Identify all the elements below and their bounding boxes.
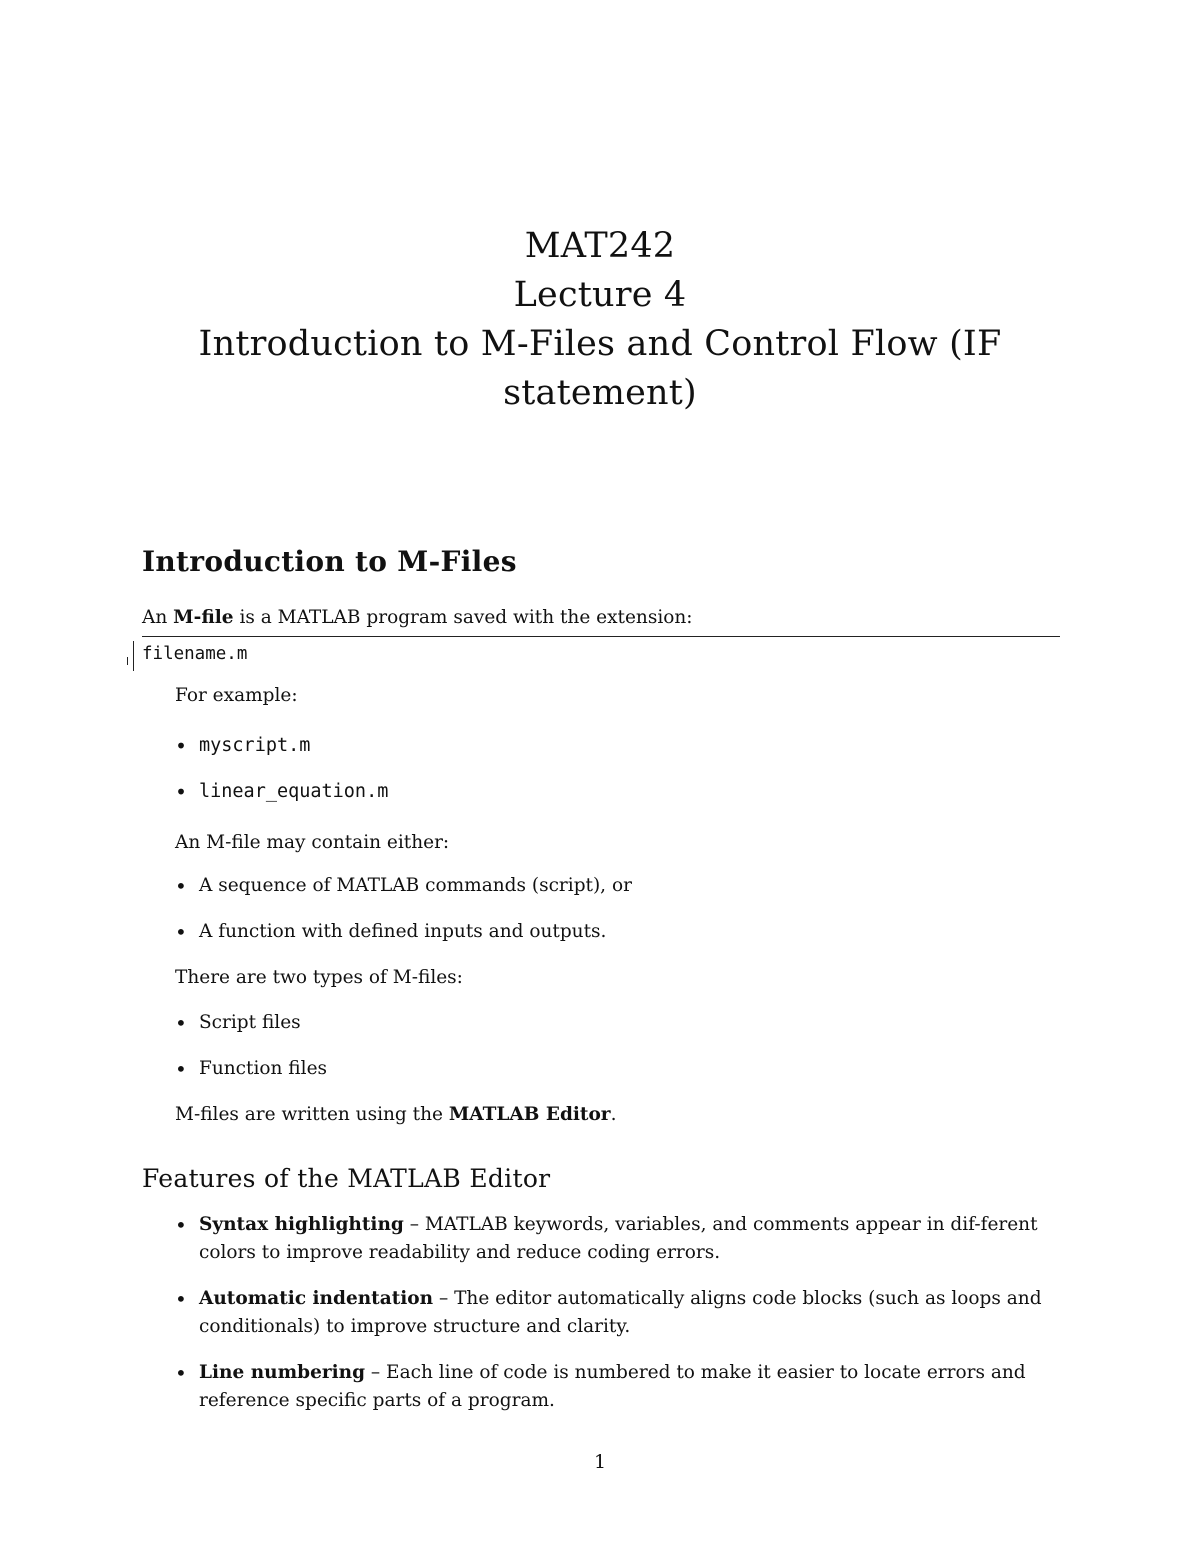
lecture-number: Lecture 4: [513, 275, 687, 315]
list-item: • Function files: [175, 1055, 327, 1083]
contain-label: An M-file may contain either:: [175, 832, 450, 853]
code-extension: filename.m: [142, 644, 248, 664]
lecture-topic-line-1: Introduction to M-Files and Control Flow (IF: [198, 324, 1002, 364]
list-item: • myscript.m: [175, 732, 388, 760]
contain-list: [175, 872, 632, 946]
types-label: There are two types of M-files:: [175, 967, 463, 988]
types-list: [175, 1009, 327, 1083]
example-list: [175, 732, 388, 806]
mfile-term: M-file: [173, 607, 234, 628]
features-list: [175, 1211, 1060, 1415]
section-heading-intro: Introduction to M-Files: [142, 545, 517, 578]
editor-sentence: M-files are written using the MATLAB Editor.: [175, 1104, 617, 1125]
mfile-definition: An M-file is a MATLAB program saved with the extension:: [142, 607, 693, 628]
code-box-marker: [127, 657, 128, 665]
course-code: MAT242: [524, 226, 676, 266]
page-number: 1: [593, 1451, 607, 1473]
list-item: • Automatic indentation – The editor automatically aligns code blocks (such as loops and conditionals) to improve structure and clarity.: [175, 1285, 1060, 1341]
section-heading-features: Features of the MATLAB Editor: [142, 1164, 551, 1193]
title-block: [100, 222, 1100, 418]
list-item: • Script files: [175, 1009, 327, 1037]
list-item: • A function with defined inputs and outputs.: [175, 918, 632, 946]
list-item: • Line numbering – Each line of code is numbered to make it easier to locate errors and reference specific parts of a program.: [175, 1359, 1060, 1415]
code-box-top-rule: [142, 636, 1060, 637]
code-box: [133, 641, 1061, 671]
list-item: • A sequence of MATLAB commands (script), or: [175, 872, 632, 900]
list-item: • Syntax highlighting – MATLAB keywords, variables, and comments appear in dif-ferent colors to improve readability and reduce coding errors.: [175, 1211, 1060, 1267]
list-item: • linear_equation.m: [175, 778, 388, 806]
lecture-topic-line-2: statement): [503, 373, 697, 413]
matlab-editor-term: MATLAB Editor: [448, 1104, 611, 1125]
example-label: For example:: [175, 685, 298, 706]
